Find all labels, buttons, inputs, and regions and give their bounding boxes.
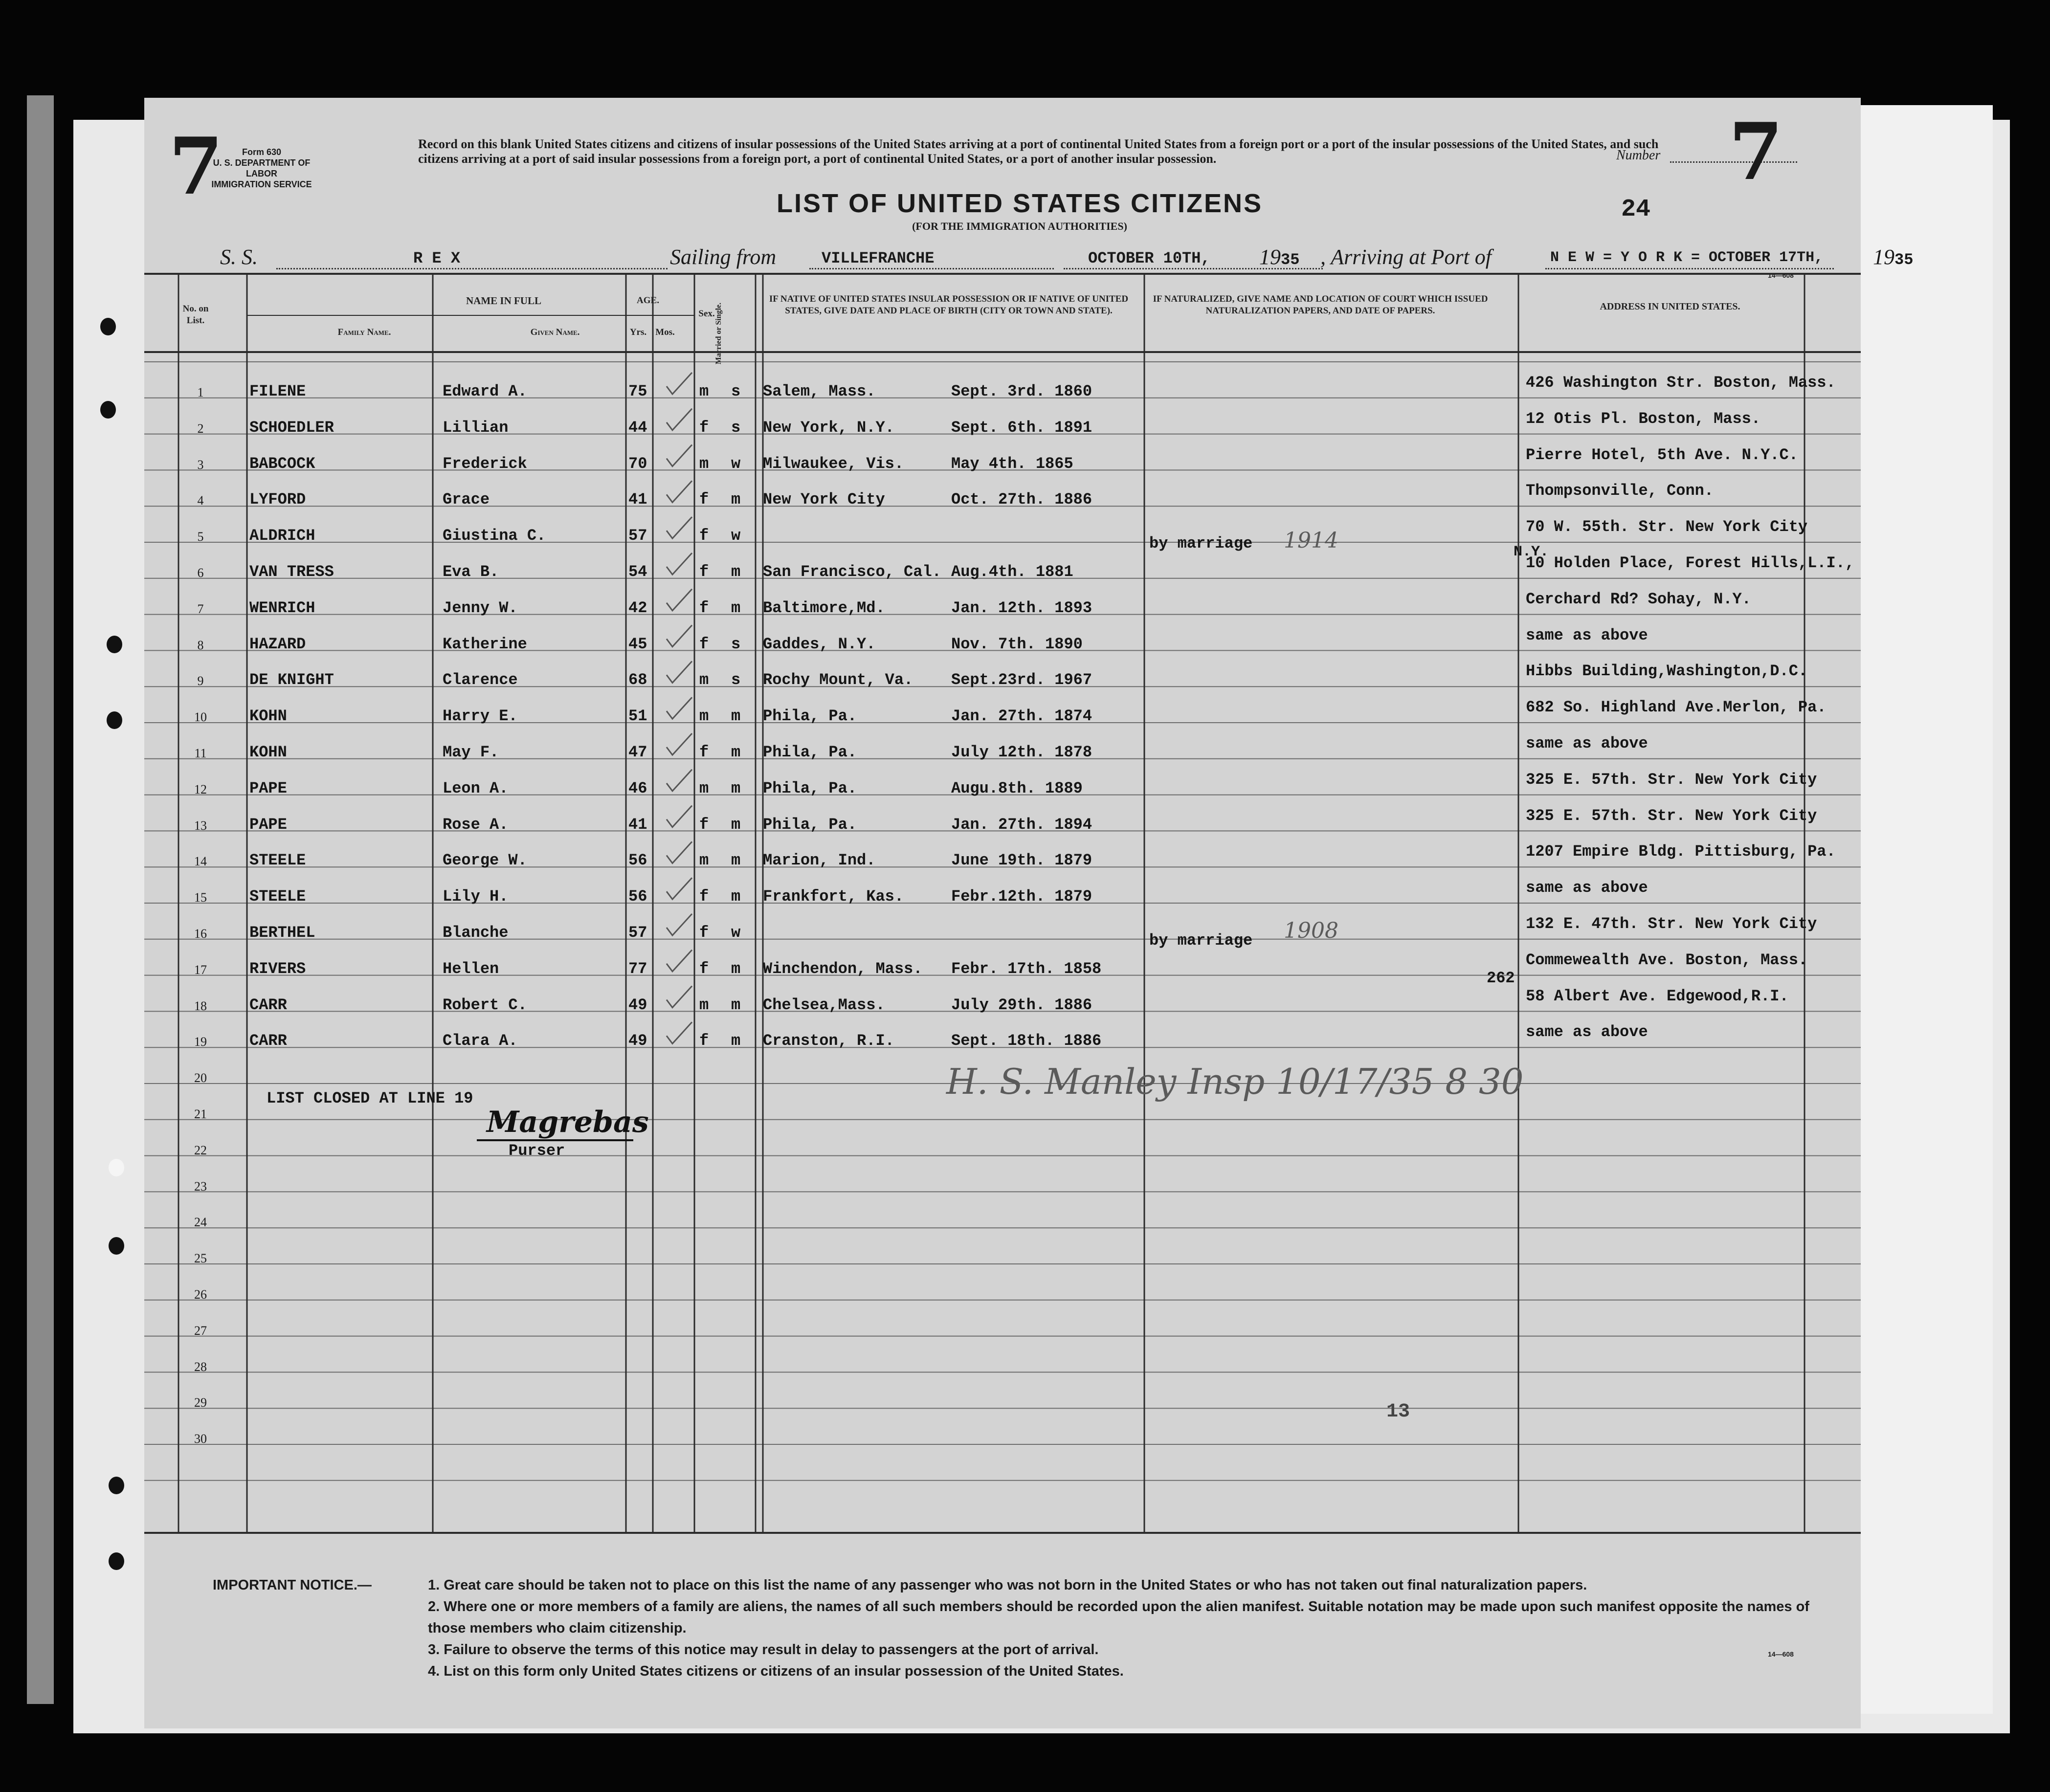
given-name: George W. (443, 851, 527, 870)
check-mark (667, 409, 692, 430)
family-name: PAPE (249, 779, 287, 797)
birth-date: Jan. 27th. 1874 (951, 707, 1092, 726)
family-name: WENRICH (249, 598, 315, 617)
sex: f (699, 527, 709, 545)
age-years: 70 (628, 454, 647, 473)
birth-date: Jan. 27th. 1894 (951, 815, 1092, 834)
family-name: ALDRICH (249, 527, 315, 545)
check-mark (667, 950, 692, 972)
sailing-from: VILLEFRANCHE (822, 249, 935, 267)
age-years: 68 (628, 671, 647, 689)
marital-status: m (731, 996, 741, 1014)
age-years: 77 (628, 959, 647, 978)
sex: f (699, 815, 709, 834)
marital-status: s (731, 382, 741, 400)
sex: f (699, 1032, 709, 1050)
given-name: Katherine (443, 635, 527, 653)
check-mark (667, 661, 692, 683)
line-number: 27 (194, 1323, 207, 1338)
binder-hole (109, 1552, 124, 1570)
col-header-yrs: Yrs. (629, 327, 647, 337)
manifest-sheet (144, 98, 1914, 1728)
form-instructions: Record on this blank United States citizens and citizens of insular possessions of the United States arriving at a port of continental United States from a foreign port or a port of the insular possessions of the United States, and such citizens arriving at a port of said insular possessions from a foreign port, a port of continental United States, or a port of another insular possession. (418, 137, 1659, 166)
sex: m (699, 382, 709, 400)
naturalization: by marriage (1149, 534, 1253, 553)
signature-line (477, 1139, 633, 1141)
line-number: 29 (194, 1395, 207, 1410)
line-number: 2 (197, 421, 204, 436)
notice-item: 2. Where one or more members of a family are aliens, the names of all such members should be recorded upon the alien manifest. Suitable notation may be made upon such manifest opposite the names of those members who claim citizenship. (428, 1599, 1809, 1636)
birth-date: Jan. 12th. 1893 (951, 598, 1092, 617)
arriving-port: N E W = Y O R K = OCTOBER 17TH, (1550, 249, 1824, 266)
check-mark (667, 914, 692, 935)
sex: f (699, 490, 709, 509)
marital-status: m (731, 1032, 741, 1050)
family-name: STEELE (249, 887, 306, 906)
col-header-address: ADDRESS IN UNITED STATES. (1600, 301, 1740, 312)
birth-place: Chelsea,Mass. (763, 996, 885, 1014)
us-address: 426 Washington Str. Boston, Mass. (1526, 374, 1836, 392)
arriving-year: 1935 (1873, 245, 1914, 269)
family-name: KOHN (249, 707, 287, 726)
given-name: Frederick (443, 454, 527, 473)
given-name: Hellen (443, 959, 499, 978)
line-number: 9 (197, 674, 204, 688)
page-title: LIST OF UNITED STATES CITIZENS (777, 189, 1263, 218)
line-number: 16 (194, 927, 207, 941)
check-mark (667, 589, 692, 611)
line-number: 25 (194, 1251, 207, 1266)
col-header-name-group: NAME IN FULL (466, 295, 541, 307)
birth-place: Salem, Mass. (763, 382, 876, 400)
given-name: Robert C. (443, 996, 527, 1014)
form-code-bottom: 14—608 (1768, 1650, 1794, 1658)
line-number: 26 (194, 1287, 207, 1302)
check-mark (667, 841, 692, 863)
purser-signature: Magrebas (487, 1105, 649, 1139)
col-header-family: Family Name. (337, 327, 391, 337)
birth-place: New York City (763, 490, 885, 509)
family-name: BERTHEL (249, 924, 315, 942)
age-years: 41 (628, 815, 647, 834)
line-number: 24 (194, 1215, 207, 1230)
line-number: 8 (197, 638, 204, 652)
birth-place: Cranston, R.I. (763, 1032, 894, 1050)
marital-status: m (731, 490, 741, 509)
marriage-year-line-16: 1908 (1284, 918, 1338, 943)
birth-place: Phila, Pa. (763, 707, 857, 726)
purser-label: Purser (509, 1142, 565, 1160)
sex: f (699, 959, 709, 978)
marital-status: m (731, 707, 741, 726)
us-address: Commewealth Ave. Boston, Mass. (1526, 951, 1808, 969)
family-name: CARR (249, 996, 287, 1014)
age-years: 47 (628, 743, 647, 761)
age-years: 49 (628, 996, 647, 1014)
given-name: May F. (443, 743, 499, 761)
col-header-married: Married or Single. (714, 302, 723, 365)
line-number: 23 (194, 1179, 207, 1194)
sex: f (699, 635, 709, 653)
list-closed-note: LIST CLOSED AT LINE 19 (267, 1089, 473, 1107)
family-name: HAZARD (249, 635, 306, 653)
age-years: 51 (628, 707, 647, 726)
line-number: 14 (194, 854, 207, 869)
age-years: 56 (628, 851, 647, 870)
sailing-label: Sailing from (670, 245, 777, 269)
us-address: same as above (1526, 879, 1648, 897)
age-years: 57 (628, 527, 647, 545)
family-name: FILENE (249, 382, 306, 400)
form-label: Form 630 (242, 147, 282, 157)
notice-item: 4. List on this form only United States citizens or citizens of an insular possession of the United States. (428, 1663, 1124, 1679)
binder-hole (100, 401, 116, 419)
marital-status: m (731, 743, 741, 761)
marital-status: m (731, 959, 741, 978)
age-years: 54 (628, 563, 647, 581)
check-mark (667, 878, 692, 899)
given-name: Edward A. (443, 382, 527, 400)
us-address: 325 E. 57th. Str. New York City (1526, 806, 1817, 825)
birth-date: Augu.8th. 1889 (951, 779, 1083, 797)
check-mark (667, 553, 692, 575)
line-number: 28 (194, 1359, 207, 1374)
line-number: 30 (194, 1432, 207, 1446)
sex: m (699, 779, 709, 797)
marital-status: s (731, 418, 741, 437)
given-name: Eva B. (443, 563, 499, 581)
age-years: 49 (628, 1032, 647, 1050)
check-mark (667, 770, 692, 791)
us-address: same as above (1526, 1023, 1648, 1041)
age-years: 57 (628, 924, 647, 942)
binder-hole (109, 1237, 124, 1255)
ss-label: S. S. (220, 245, 258, 269)
birth-place: Phila, Pa. (763, 815, 857, 834)
birth-place: Gaddes, N.Y. (763, 635, 876, 653)
age-years: 46 (628, 779, 647, 797)
family-name: BABCOCK (249, 454, 315, 473)
us-address: same as above (1526, 626, 1648, 644)
us-address: 682 So. Highland Ave.Merlon, Pa. (1526, 698, 1827, 717)
us-address: Pierre Hotel, 5th Ave. N.Y.C. (1526, 445, 1798, 464)
inspector-signature: H. S. Manley Insp 10/17/35 8 30 (946, 1061, 1524, 1102)
given-name: Clarence (443, 671, 518, 689)
check-mark (667, 806, 692, 827)
scanner-edge (27, 95, 54, 1704)
col-header-naturalized: IF NATURALIZED, GIVE NAME AND LOCATION OF COURT WHICH ISSUED NATURALIZATION PAPERS, AND DATE OF PAPERS. (1153, 294, 1488, 316)
check-mark (667, 517, 692, 538)
line-number: 6 (197, 566, 204, 580)
notice-item: 3. Failure to observe the terms of this notice may result in delay to passengers at the port of arrival. (428, 1642, 1099, 1658)
ny-note: N.Y. (1514, 544, 1549, 560)
col-header-mos: Mos. (655, 327, 675, 337)
line-number: 18 (194, 998, 207, 1013)
us-address: 58 Albert Ave. Edgewood,R.I. (1526, 987, 1789, 1005)
birth-date: Aug.4th. 1881 (951, 563, 1073, 581)
given-name: Blanche (443, 924, 509, 942)
us-address: 325 E. 57th. Str. New York City (1526, 770, 1817, 789)
family-name: SCHOEDLER (249, 418, 334, 437)
sex: f (699, 563, 709, 581)
birth-place: Winchendon, Mass. (763, 959, 923, 978)
us-address: same as above (1526, 734, 1648, 752)
marital-status: m (731, 779, 741, 797)
given-name: Clara A. (443, 1032, 518, 1050)
sex: m (699, 996, 709, 1014)
sex: f (699, 887, 709, 906)
line-number: 5 (197, 530, 204, 544)
marital-status: m (731, 851, 741, 870)
us-address: 70 W. 55th. Str. New York City (1526, 518, 1808, 536)
family-name: RIVERS (249, 959, 306, 978)
family-name: KOHN (249, 743, 287, 761)
check-mark (667, 373, 692, 394)
line-number: 19 (194, 1035, 207, 1049)
notice-item: 1. Great care should be taken not to place on this list the name of any passenger who was not born in the United States or who has not taken out final naturalization papers. (428, 1577, 1587, 1593)
birth-date: Febr. 17th. 1858 (951, 959, 1102, 978)
manifest-table-grid (144, 98, 1861, 1728)
line-number: 3 (197, 457, 204, 472)
age-years: 41 (628, 490, 647, 509)
col-header-age: AGE. (637, 295, 659, 306)
check-mark (667, 481, 692, 502)
age-years: 42 (628, 598, 647, 617)
notice-list (428, 1574, 1846, 1682)
line-number: 10 (194, 710, 207, 725)
check-mark (667, 986, 692, 1008)
birth-place: Marion, Ind. (763, 851, 876, 870)
age-years: 45 (628, 635, 647, 653)
given-name: Grace (443, 490, 490, 509)
sex: f (699, 598, 709, 617)
page-subtitle: (FOR THE IMMIGRATION AUTHORITIES) (912, 220, 1127, 232)
birth-date: Febr.12th. 1879 (951, 887, 1092, 906)
line-number: 12 (194, 782, 207, 796)
line-number: 7 (197, 601, 204, 616)
marital-status: w (731, 924, 741, 942)
marital-status: w (731, 527, 741, 545)
sex: m (699, 707, 709, 726)
given-name: Harry E. (443, 707, 518, 726)
sex: m (699, 454, 709, 473)
birth-date: Oct. 27th. 1886 (951, 490, 1092, 509)
birth-place: San Francisco, Cal. (763, 563, 941, 581)
check-mark (667, 625, 692, 647)
naturalization: by marriage (1149, 931, 1253, 950)
given-name: Giustina C. (443, 527, 546, 545)
birth-place: Milwaukee, Vis. (763, 454, 904, 473)
birth-place: New York, N.Y. (763, 418, 894, 437)
line-number: 22 (194, 1143, 207, 1157)
given-name: Jenny W. (443, 598, 518, 617)
age-years: 75 (628, 382, 647, 400)
birth-date: May 4th. 1865 (951, 454, 1073, 473)
given-name: Lily H. (443, 887, 509, 906)
col-header-no: No. on List. (182, 304, 209, 326)
line-number: 21 (194, 1107, 207, 1121)
family-name: CARR (249, 1032, 287, 1050)
line-number: 15 (194, 890, 207, 905)
birth-date: Nov. 7th. 1890 (951, 635, 1083, 653)
list-number-left: 7 (169, 120, 223, 212)
given-name: Leon A. (443, 779, 509, 797)
line-number: 4 (197, 493, 204, 508)
age-years: 44 (628, 418, 647, 437)
line-number: 17 (194, 962, 207, 977)
col-header-sex: Sex. (698, 309, 715, 319)
birth-date: June 19th. 1879 (951, 851, 1092, 870)
check-mark (667, 1022, 692, 1043)
us-address: Cerchard Rd? Sohay, N.Y. (1526, 590, 1751, 608)
sheet-mark: 13 (1386, 1401, 1410, 1423)
birth-place: Phila, Pa. (763, 743, 857, 761)
birth-date: Sept. 6th. 1891 (951, 418, 1092, 437)
binder-hole (107, 711, 122, 729)
us-address: 132 E. 47th. Str. New York City (1526, 915, 1817, 933)
binder-hole (109, 1159, 124, 1176)
birth-date: Sept. 3rd. 1860 (951, 382, 1092, 400)
sailing-year: 1935 (1259, 245, 1300, 269)
family-name: DE KNIGHT (249, 671, 334, 689)
given-name: Lillian (443, 418, 509, 437)
family-name: LYFORD (249, 490, 306, 509)
house-number-line-17: 262 (1487, 969, 1515, 987)
given-name: Rose A. (443, 815, 509, 834)
birth-place: Phila, Pa. (763, 779, 857, 797)
family-name: PAPE (249, 815, 287, 834)
page-edge-right (1861, 105, 1993, 1714)
check-mark (667, 697, 692, 719)
col-header-birth: IF NATIVE OF UNITED STATES INSULAR POSSESSION OR IF NATIVE OF UNITED STATES, GIVE DATE AND PLACE OF BIRTH (CITY OR TOWN AND STATE). (769, 294, 1129, 316)
binder-hole (107, 636, 122, 653)
department-label: U. S. DEPARTMENT OF LABOR (213, 158, 311, 178)
birth-place: Rochy Mount, Va. (763, 671, 914, 689)
service-label: IMMIGRATION SERVICE (211, 179, 312, 189)
family-name: STEELE (249, 851, 306, 870)
sex: f (699, 743, 709, 761)
sailing-date: OCTOBER 10TH, (1088, 249, 1210, 267)
birth-place: Frankfort, Kas. (763, 887, 904, 906)
birth-place: Baltimore,Md. (763, 598, 885, 617)
form-code-top: 14—608 (1768, 271, 1794, 279)
marital-status: w (731, 454, 741, 473)
us-address: 1207 Empire Bldg. Pittisburg, Pa. (1526, 842, 1836, 861)
us-address: 10 Holden Place, Forest Hills,L.I., (1526, 554, 1855, 572)
page-count: 24 (1621, 196, 1651, 223)
line-number: 11 (194, 746, 207, 760)
notice-heading: IMPORTANT NOTICE.— (213, 1577, 372, 1593)
birth-date: July 12th. 1878 (951, 743, 1092, 761)
marital-status: m (731, 563, 741, 581)
us-address: 12 Otis Pl. Boston, Mass. (1526, 409, 1761, 428)
arriving-label: , Arriving at Port of (1320, 245, 1492, 269)
family-name: VAN TRESS (249, 563, 334, 581)
us-address: Thompsonville, Conn. (1526, 482, 1714, 500)
sex: f (699, 924, 709, 942)
marital-status: m (731, 598, 741, 617)
marital-status: m (731, 815, 741, 834)
check-mark (667, 445, 692, 466)
age-years: 56 (628, 887, 647, 906)
col-header-given: Given Name. (530, 327, 580, 337)
line-number: 20 (194, 1071, 207, 1085)
sex: m (699, 671, 709, 689)
birth-date: July 29th. 1886 (951, 996, 1092, 1014)
marital-status: s (731, 635, 741, 653)
birth-date: Sept.23rd. 1967 (951, 671, 1092, 689)
birth-date: Sept. 18th. 1886 (951, 1032, 1102, 1050)
sex: m (699, 851, 709, 870)
binder-hole (100, 318, 116, 335)
marital-status: m (731, 887, 741, 906)
number-label: Number (1616, 148, 1661, 163)
us-address: Hibbs Building,Washington,D.C. (1526, 662, 1808, 681)
list-number-right: 7 (1729, 106, 1783, 198)
line-number: 1 (197, 385, 204, 399)
sex: f (699, 418, 709, 437)
binder-hole (109, 1477, 124, 1494)
ship-name: R E X (413, 249, 461, 267)
marital-status: s (731, 671, 741, 689)
marriage-year-line-5: 1914 (1284, 528, 1338, 553)
check-mark (667, 733, 692, 755)
line-number: 13 (194, 818, 207, 833)
